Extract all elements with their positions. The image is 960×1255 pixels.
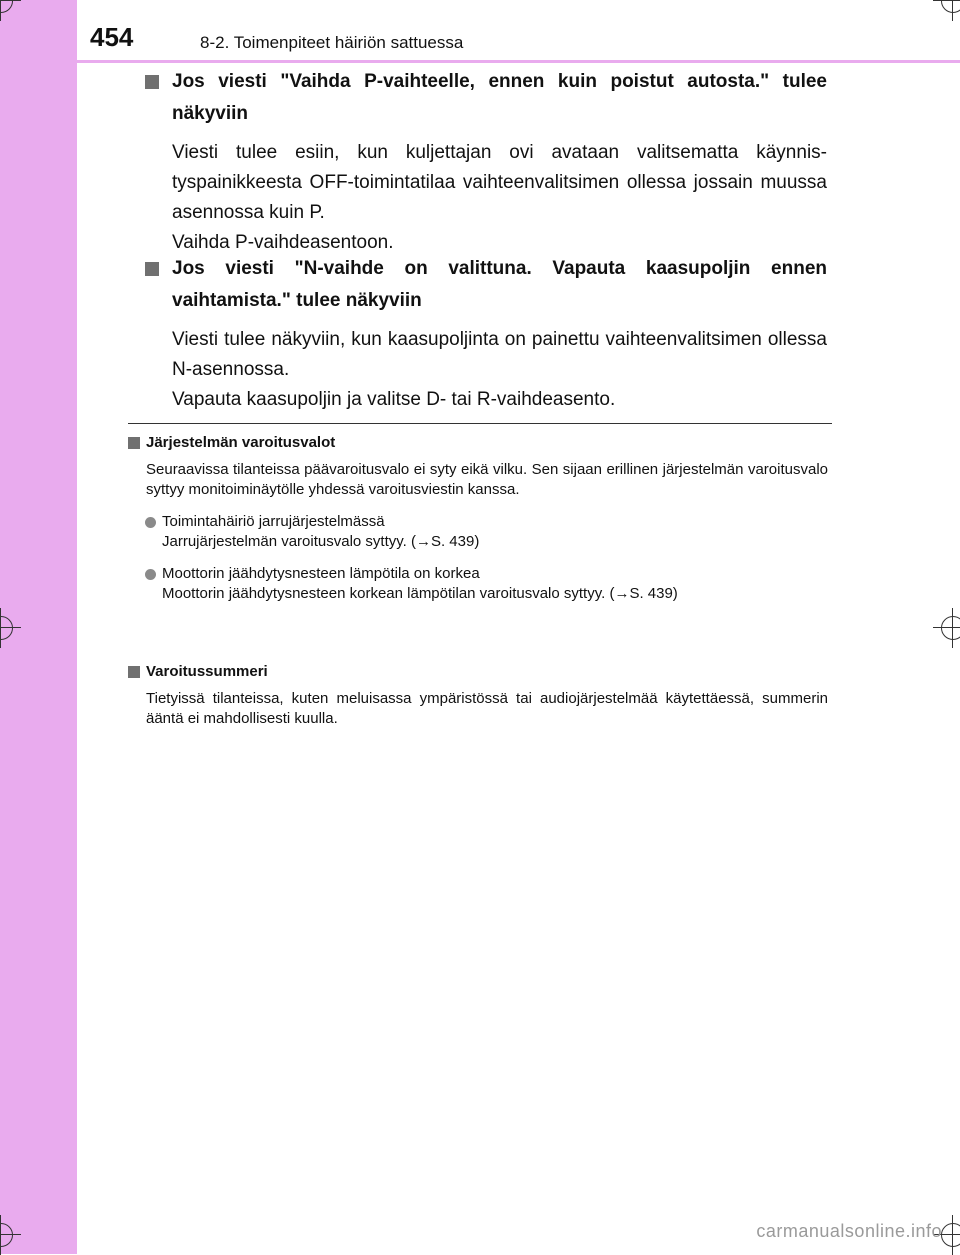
crop-mark-icon	[0, 0, 21, 21]
page-number: 454	[90, 22, 134, 52]
bullet-dot-icon	[145, 569, 156, 580]
crop-mark-icon	[0, 1215, 21, 1255]
section-divider	[128, 423, 832, 424]
item-body: Viesti tulee näkyviin, kun kaasupoljinta on painettu vaihteenvalitsimen ollessa N-asennossa. Vapauta kaasupoljin ja valitse D- tai R-vaihdeasento.	[172, 329, 827, 410]
square-bullet-icon	[145, 262, 159, 276]
square-bullet-icon	[128, 437, 140, 449]
list-item: Toimintahäiriö jarrujärjestelmässä Jarrujärjestelmän varoitusvalo syttyy. (→S. 439)	[128, 512, 828, 552]
square-bullet-icon	[145, 75, 159, 89]
item-block	[145, 253, 827, 415]
crop-mark-icon	[933, 0, 960, 21]
watermark: carmanualsonline.info	[756, 1221, 942, 1241]
bullet-dot-icon	[145, 517, 156, 528]
note-block	[128, 433, 828, 604]
item-heading: Jos viesti "Vaihda P-vaihteelle, ennen kuin poistut autosta." tulee näkyviin	[145, 66, 827, 130]
header-rule	[77, 60, 960, 63]
item-heading: Jos viesti "N-vaihde on valittuna. Vapauta kaasupoljin ennen vaihtamista." tulee näkyviin	[145, 253, 827, 317]
section-title: 8-2. Toimenpiteet häiriön sattuessa	[200, 33, 464, 52]
note-body: Tietyissä tilanteissa, kuten meluisassa ympäristössä tai audiojärjestelmää käytettäessä, summerin ääntä ei mahdollisesti kuulla.	[146, 690, 828, 727]
item-block	[145, 66, 827, 258]
list-item: Moottorin jäähdytysnesteen lämpötila on korkea Moottorin jäähdytysnesteen korkean lämpötilan varoitusvalo syttyy. (→S. 439)	[128, 564, 828, 604]
note-body: Seuraavissa tilanteissa päävaroitusvalo ei syty eikä vilku. Sen sijaan erillinen järjestelmän varoitusvalo syttyy monitoiminäytölle yhdessä varoitusviestin kanssa.	[146, 461, 828, 498]
crop-mark-icon	[933, 608, 960, 648]
note-block	[128, 662, 828, 729]
crop-mark-icon	[0, 608, 21, 648]
square-bullet-icon	[128, 666, 140, 678]
note-heading: Järjestelmän varoitusvalot	[128, 433, 828, 453]
note-heading: Varoitussummeri	[128, 662, 828, 682]
item-body: Viesti tulee esiin, kun kuljettajan ovi avataan valitsematta käynnistyspainikkeesta OFF-toimintatilaa vaihteenvalitsimen ollessa jossain muussa asennossa kuin P. Vaihda P-vaihdeasentoon.	[172, 142, 827, 253]
